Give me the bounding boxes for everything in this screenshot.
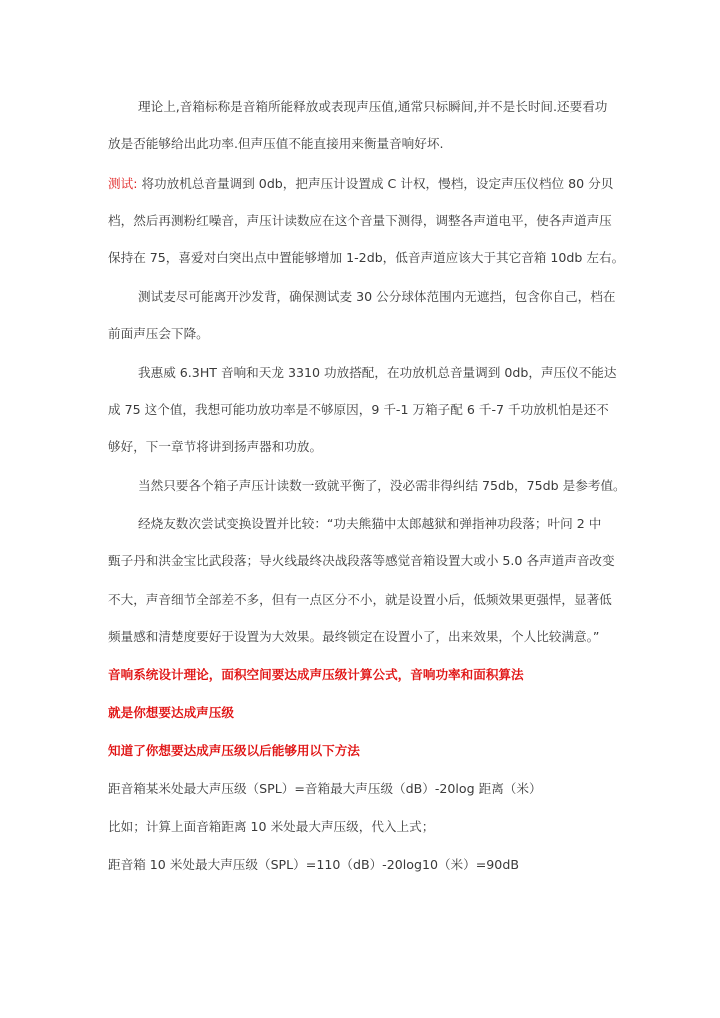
paragraph-1-line-2: 放是否能够给出此功率.但声压值不能直接用来衡量音响好坏. <box>108 136 444 151</box>
paragraph-2-line-3: 保持在 75，喜爱对白突出点中置能够增加 1-2db，低音声道应该大于其它音箱 10db 左右。 <box>108 250 625 265</box>
test-label: 测试: <box>108 176 138 191</box>
paragraph-2-line-1-text: 将功放机总音量调到 0db，把声压计设置成 C 计权，慢档，设定声压仪档位 80 分贝 <box>141 176 614 191</box>
paragraph-6-line-2: 甄子丹和洪金宝比武段落；导火线最终决战段落等感觉音箱设置大或小 5.0 各声道声音改变 <box>108 553 615 568</box>
heading-1: 音响系统设计理论，面积空间要达成声压级计算公式，音响功率和面积算法 <box>108 667 524 682</box>
paragraph-4-line-3: 够好，下一章节将讲到扬声器和功放。 <box>108 439 323 454</box>
paragraph-6-line-4: 频量感和清楚度要好于设置为大效果。最终锁定在设置小了，出来效果，个人比较满意。” <box>108 629 600 644</box>
paragraph-6-line-3: 不大，声音细节全部差不多，但有一点区分不小，就是设置小后，低频效果更强悍，显著低 <box>108 592 612 607</box>
paragraph-6-line-1: 经烧友数次尝试变换设置并比较：“功夫熊猫中太郎越狱和弹指神功段落；叶问 2 中 <box>138 516 602 531</box>
formula-1: 距音箱某米处最大声压级（SPL）=音箱最大声压级（dB）-20log 距离（米） <box>108 781 542 796</box>
paragraph-1-line-1: 理论上,音箱标称是音箱所能释放或表现声压值,通常只标瞬间,并不是长时间.还要看功 <box>138 99 608 114</box>
paragraph-2-line-1 <box>108 174 613 194</box>
heading-2: 就是你想要达成声压级 <box>108 705 234 720</box>
paragraph-4-line-2: 成 75 这个值，我想可能功放功率是不够原因，9 千-1 万箱子配 6 千-7 千功放机怕是还不 <box>108 402 609 417</box>
paragraph-5-line-1: 当然只要各个箱子声压计读数一致就平衡了，没必需非得纠结 75db，75db 是参考值。 <box>138 478 626 493</box>
paragraph-4-line-1: 我惠威 6.3HT 音响和天龙 3310 功放搭配，在功放机总音量调到 0db，声压仪不能达 <box>138 365 617 380</box>
paragraph-2-line-2: 档，然后再测粉红噪音，声压计读数应在这个音量下测得，调整各声道电平，使各声道声压 <box>108 213 612 228</box>
heading-3: 知道了你想要达成声压级以后能够用以下方法 <box>108 743 360 758</box>
paragraph-3-line-2: 前面声压会下降。 <box>108 326 209 341</box>
formula-2: 距音箱 10 米处最大声压级（SPL）=110（dB）-20log10（米）=90dB <box>108 857 519 872</box>
paragraph-3-line-1: 测试麦尽可能离开沙发背，确保测试麦 30 公分球体范围内无遮挡，包含你自己，档在 <box>138 289 616 304</box>
example-intro: 比如；计算上面音箱距离 10 米处最大声压级，代入上式； <box>108 819 435 834</box>
